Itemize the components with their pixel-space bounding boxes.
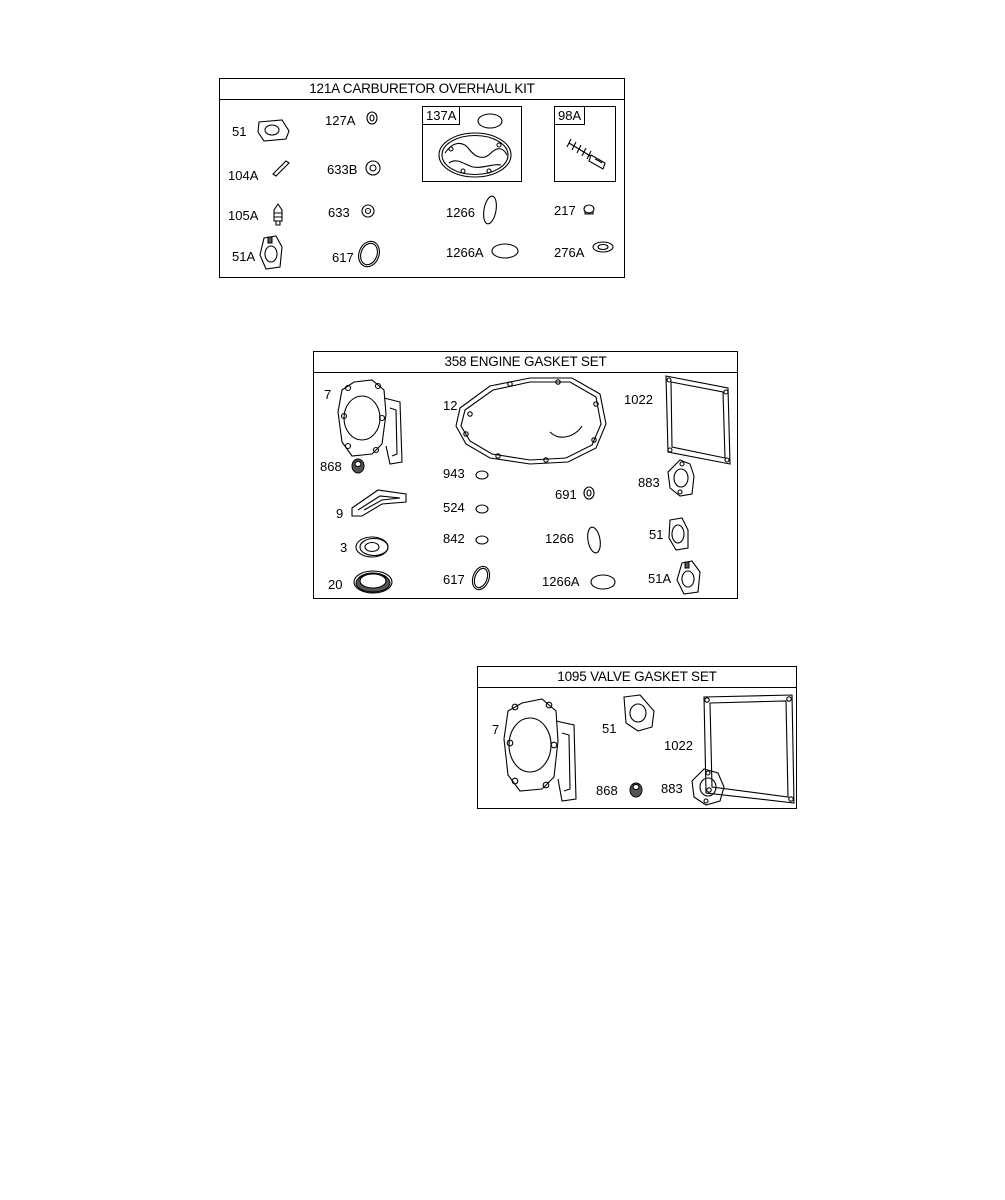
o-ring-524-icon bbox=[474, 503, 490, 515]
inset-98a bbox=[554, 106, 616, 182]
needle-105a-icon bbox=[270, 203, 286, 227]
valve-gasket-set bbox=[477, 666, 797, 809]
washer-127a-icon bbox=[365, 111, 379, 125]
part-label-3: 3 bbox=[340, 540, 348, 555]
seal-633-icon bbox=[360, 203, 376, 219]
gasket-51-icon bbox=[618, 693, 658, 733]
part-label-868: 868 bbox=[596, 783, 618, 798]
o-ring-617-icon bbox=[470, 564, 492, 592]
pin-104a-icon bbox=[270, 157, 292, 177]
washer-276a-icon bbox=[592, 240, 614, 254]
kit-title: 1095 VALVE GASKET SET bbox=[478, 667, 796, 688]
part-label-51: 51 bbox=[232, 124, 247, 139]
inset-label: 98A bbox=[555, 107, 585, 125]
part-label-617: 617 bbox=[443, 572, 465, 587]
part-label-1266a: 1266A bbox=[542, 574, 580, 589]
inset-label: 137A bbox=[423, 107, 460, 125]
oil-seal-3-icon bbox=[354, 535, 390, 559]
cylinder-head-gasket-7-icon bbox=[336, 376, 406, 468]
carburetor-overhaul-kit bbox=[219, 78, 625, 278]
oil-seal-20-icon bbox=[352, 568, 394, 596]
part-label-1266: 1266 bbox=[545, 531, 574, 546]
part-label-1266: 1266 bbox=[446, 205, 475, 220]
part-label-7: 7 bbox=[492, 722, 500, 737]
part-label-868: 868 bbox=[320, 459, 342, 474]
part-label-617: 617 bbox=[332, 250, 354, 265]
rocker-cover-gasket-1022-icon bbox=[660, 372, 734, 468]
part-label-1022: 1022 bbox=[664, 738, 693, 753]
plug-217-icon bbox=[582, 203, 596, 217]
float-bowl-gasket-137a-icon bbox=[423, 107, 523, 183]
part-label-12: 12 bbox=[443, 398, 458, 413]
part-label-7: 7 bbox=[324, 387, 332, 402]
part-label-217: 217 bbox=[554, 203, 576, 218]
part-label-20: 20 bbox=[328, 577, 343, 592]
valve-seal-868-icon bbox=[628, 781, 644, 799]
crankcase-gasket-12-icon bbox=[450, 372, 610, 468]
gasket-51-icon bbox=[256, 117, 292, 143]
part-label-51: 51 bbox=[602, 721, 617, 736]
o-ring-943-icon bbox=[474, 469, 490, 481]
part-label-51: 51 bbox=[649, 527, 664, 542]
seal-633b-icon bbox=[364, 159, 382, 177]
part-label-842: 842 bbox=[443, 531, 465, 546]
intake-gasket-9-icon bbox=[348, 486, 410, 520]
o-ring-1266a-icon bbox=[588, 573, 618, 591]
part-label-1022: 1022 bbox=[624, 392, 653, 407]
part-label-883: 883 bbox=[661, 781, 683, 796]
part-label-276a: 276A bbox=[554, 245, 585, 260]
part-label-127a: 127A bbox=[325, 113, 356, 128]
kit-title: 121A CARBURETOR OVERHAUL KIT bbox=[220, 79, 624, 100]
part-label-883: 883 bbox=[638, 475, 660, 490]
o-ring-842-icon bbox=[474, 534, 490, 546]
adjusting-screw-98a-icon bbox=[555, 107, 617, 183]
breather-gasket-883-icon bbox=[666, 458, 696, 498]
gasket-51a-icon bbox=[258, 235, 284, 271]
part-label-51a: 51A bbox=[232, 249, 256, 264]
o-ring-1266a-icon bbox=[490, 242, 522, 260]
engine-gasket-set bbox=[313, 351, 738, 599]
part-label-633b: 633B bbox=[327, 162, 358, 177]
o-ring-617-icon bbox=[356, 239, 382, 269]
valve-seal-868-icon bbox=[350, 458, 366, 474]
part-label-105a: 105A bbox=[228, 208, 259, 223]
inset-137a bbox=[422, 106, 522, 182]
breather-gasket-883-icon bbox=[690, 767, 730, 807]
gasket-51-icon bbox=[666, 516, 692, 552]
gasket-51a-icon bbox=[674, 560, 702, 596]
kit-title: 358 ENGINE GASKET SET bbox=[314, 352, 737, 373]
part-label-943: 943 bbox=[443, 466, 465, 481]
part-label-633: 633 bbox=[328, 205, 350, 220]
part-label-9: 9 bbox=[336, 506, 344, 521]
part-label-1266a: 1266A bbox=[446, 245, 484, 260]
o-ring-1266-icon bbox=[584, 525, 604, 555]
seal-691-icon bbox=[582, 486, 596, 500]
part-label-524: 524 bbox=[443, 500, 465, 515]
cylinder-head-gasket-7-icon bbox=[502, 695, 578, 805]
part-label-51a: 51A bbox=[648, 571, 672, 586]
part-label-104a: 104A bbox=[228, 168, 259, 183]
o-ring-1266-icon bbox=[480, 194, 500, 226]
part-label-691: 691 bbox=[555, 487, 577, 502]
